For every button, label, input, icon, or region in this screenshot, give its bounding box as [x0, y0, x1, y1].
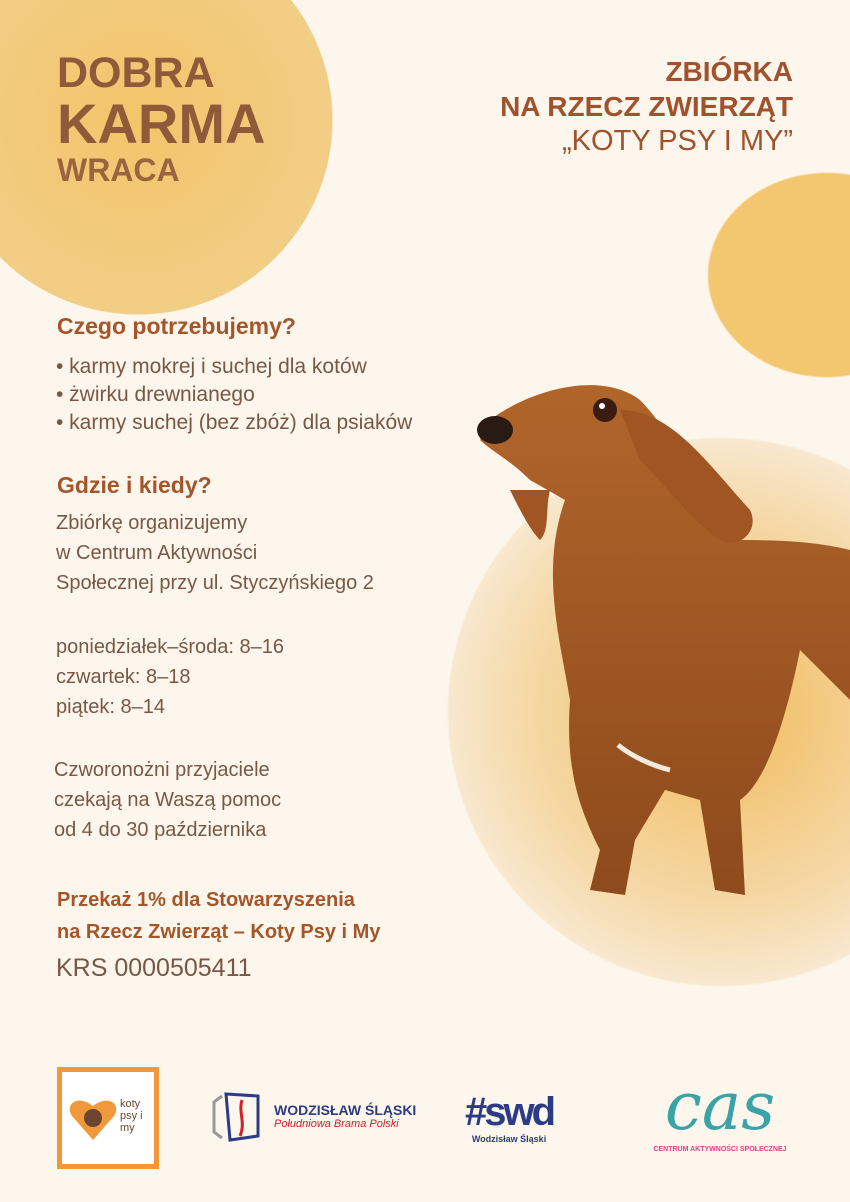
hours-line: piątek: 8–14 — [56, 696, 165, 718]
address-line: w Centrum Aktywności — [56, 542, 258, 564]
headline-line3: WRACA — [57, 152, 180, 188]
note-line: Czworonożni przyjaciele — [54, 759, 270, 781]
address — [56, 508, 374, 598]
hours — [56, 632, 284, 722]
donation — [57, 884, 380, 948]
subtitle-line1: ZBIÓRKA — [665, 56, 793, 87]
address-line: Społecznej przy ul. Styczyńskiego 2 — [56, 572, 374, 594]
headline-line1: DOBRA — [57, 49, 215, 97]
heart-icon — [68, 1094, 118, 1144]
logo-cas: cas CENTRUM AKTYWNOŚCI SPOŁECZNEJ — [653, 1068, 787, 1153]
donation-line: Przekaż 1% dla Stowarzyszenia — [57, 889, 355, 911]
wodzislaw-emblem-icon — [208, 1090, 266, 1142]
donation-line: na Rzecz Zwierząt – Koty Psy i My — [57, 921, 381, 943]
where-heading: Gdzie i kiedy? — [57, 472, 212, 498]
list-item: • żwirku drewnianego — [56, 383, 255, 406]
subtitle-line2: NA RZECZ ZWIERZĄT — [500, 91, 793, 122]
address-line: Zbiórkę organizujemy — [56, 512, 248, 534]
logo-koty-psy-i-my: koty psy i my — [57, 1067, 159, 1169]
logo-swd: #swd Wodzisław Śląski — [465, 1090, 554, 1144]
list-item: • karmy suchej (bez zbóż) dla psiaków — [56, 411, 413, 434]
note-line: od 4 do 30 października — [54, 819, 267, 841]
hours-line: czwartek: 8–18 — [56, 666, 191, 688]
note-line: czekają na Waszą pomoc — [54, 789, 282, 811]
subtitle-line3: „KOTY PSY I MY” — [562, 125, 793, 157]
needs-heading: Czego potrzebujemy? — [57, 313, 296, 339]
headline-line2: KARMA — [57, 92, 266, 155]
hours-line: poniedziałek–środa: 8–16 — [56, 636, 284, 658]
list-item: • karmy mokrej i suchej dla kotów — [56, 355, 367, 378]
dachshund-illustration — [470, 370, 850, 940]
needs-list — [56, 353, 412, 437]
krs-number: KRS 0000505411 — [56, 954, 252, 982]
logo-wodzislaw: WODZISŁAW ŚLĄSKI Południowa Brama Polski — [208, 1090, 416, 1142]
note — [54, 755, 281, 845]
